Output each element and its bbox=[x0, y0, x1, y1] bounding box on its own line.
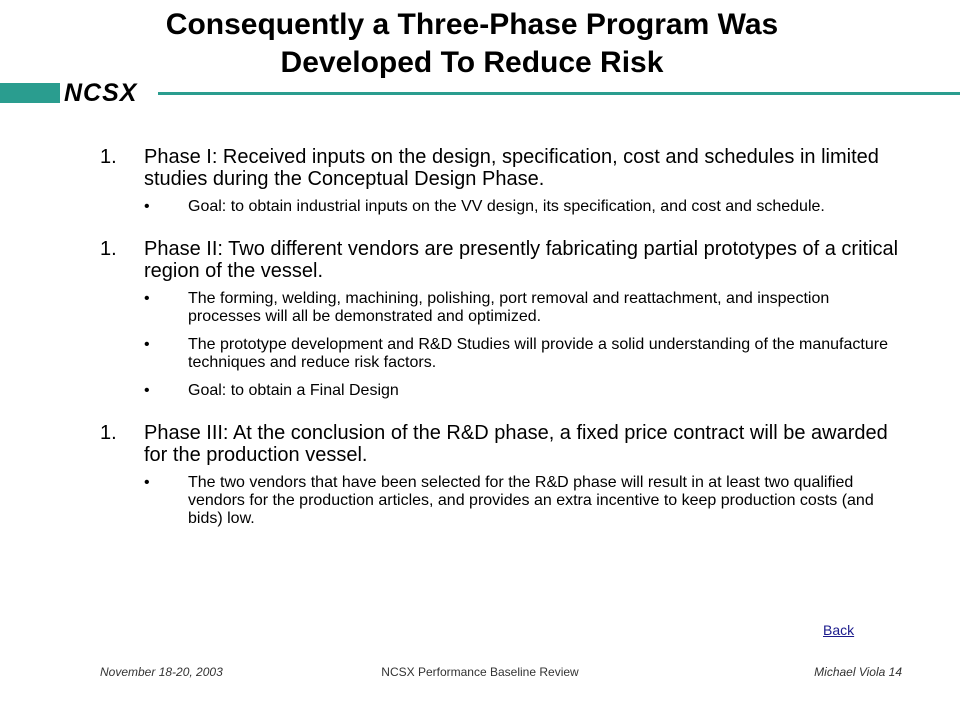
list-item bbox=[100, 198, 900, 216]
footer-date: November 18-20, 2003 bbox=[100, 665, 223, 679]
list-item bbox=[100, 382, 900, 400]
slide-content bbox=[100, 146, 900, 550]
bullet-icon: • bbox=[144, 336, 150, 353]
footer-title: NCSX Performance Baseline Review bbox=[381, 665, 579, 679]
bullet-text: Goal: to obtain industrial inputs on the VV design, its specification, and cost and schedule. bbox=[188, 198, 825, 215]
bullet-text: Goal: to obtain a Final Design bbox=[188, 382, 399, 399]
bullet-text: The two vendors that have been selected for the R&D phase will result in at least two qualified vendors for the production articles, and provides an extra incentive to keep production costs (and bids) low. bbox=[188, 474, 874, 527]
list-item bbox=[100, 474, 900, 528]
phase-3-heading bbox=[100, 422, 900, 466]
bullet-text: The prototype development and R&D Studies will provide a solid understanding of the manufacture techniques and reduce risk factors. bbox=[188, 336, 888, 371]
phase-1-number: 1. bbox=[100, 146, 117, 168]
ncsx-logo: NCSX bbox=[64, 79, 138, 107]
accent-bar-line bbox=[158, 92, 960, 95]
list-item bbox=[100, 290, 900, 326]
bullet-icon: • bbox=[144, 474, 150, 491]
phase-3-bullets bbox=[100, 474, 900, 528]
phase-1-text: Phase I: Received inputs on the design, specification, cost and schedules in limited studies during the Conceptual Design Phase. bbox=[144, 146, 879, 190]
slide-title-line-1: Consequently a Three-Phase Program Was bbox=[165, 8, 779, 41]
bullet-text: The forming, welding, machining, polishing, port removal and reattachment, and inspection processes will all be demonstrated and optimized. bbox=[188, 290, 830, 325]
back-link[interactable]: Back bbox=[823, 622, 855, 638]
bullet-icon: • bbox=[144, 198, 150, 215]
phase-2-text: Phase II: Two different vendors are presently fabricating partial prototypes of a critical region of the vessel. bbox=[144, 238, 899, 282]
phase-2 bbox=[100, 238, 900, 400]
bullet-icon: • bbox=[144, 290, 150, 307]
phase-3-text: Phase III: At the conclusion of the R&D phase, a fixed price contract will be awarded for the production vessel. bbox=[144, 422, 888, 466]
phase-1-heading bbox=[100, 146, 900, 190]
phase-1-bullets bbox=[100, 198, 900, 216]
phase-3-number: 1. bbox=[100, 422, 117, 444]
slide-title bbox=[0, 6, 944, 82]
phase-3 bbox=[100, 422, 900, 528]
phase-2-bullets bbox=[100, 290, 900, 400]
phase-2-heading bbox=[100, 238, 900, 282]
bullet-icon: • bbox=[144, 382, 150, 399]
accent-bar-left bbox=[0, 83, 60, 103]
phase-1 bbox=[100, 146, 900, 216]
footer-author-page: Michael Viola 14 bbox=[814, 665, 902, 679]
slide-title-line-2: Developed To Reduce Risk bbox=[280, 46, 664, 79]
phase-2-number: 1. bbox=[100, 238, 117, 260]
list-item bbox=[100, 336, 900, 372]
